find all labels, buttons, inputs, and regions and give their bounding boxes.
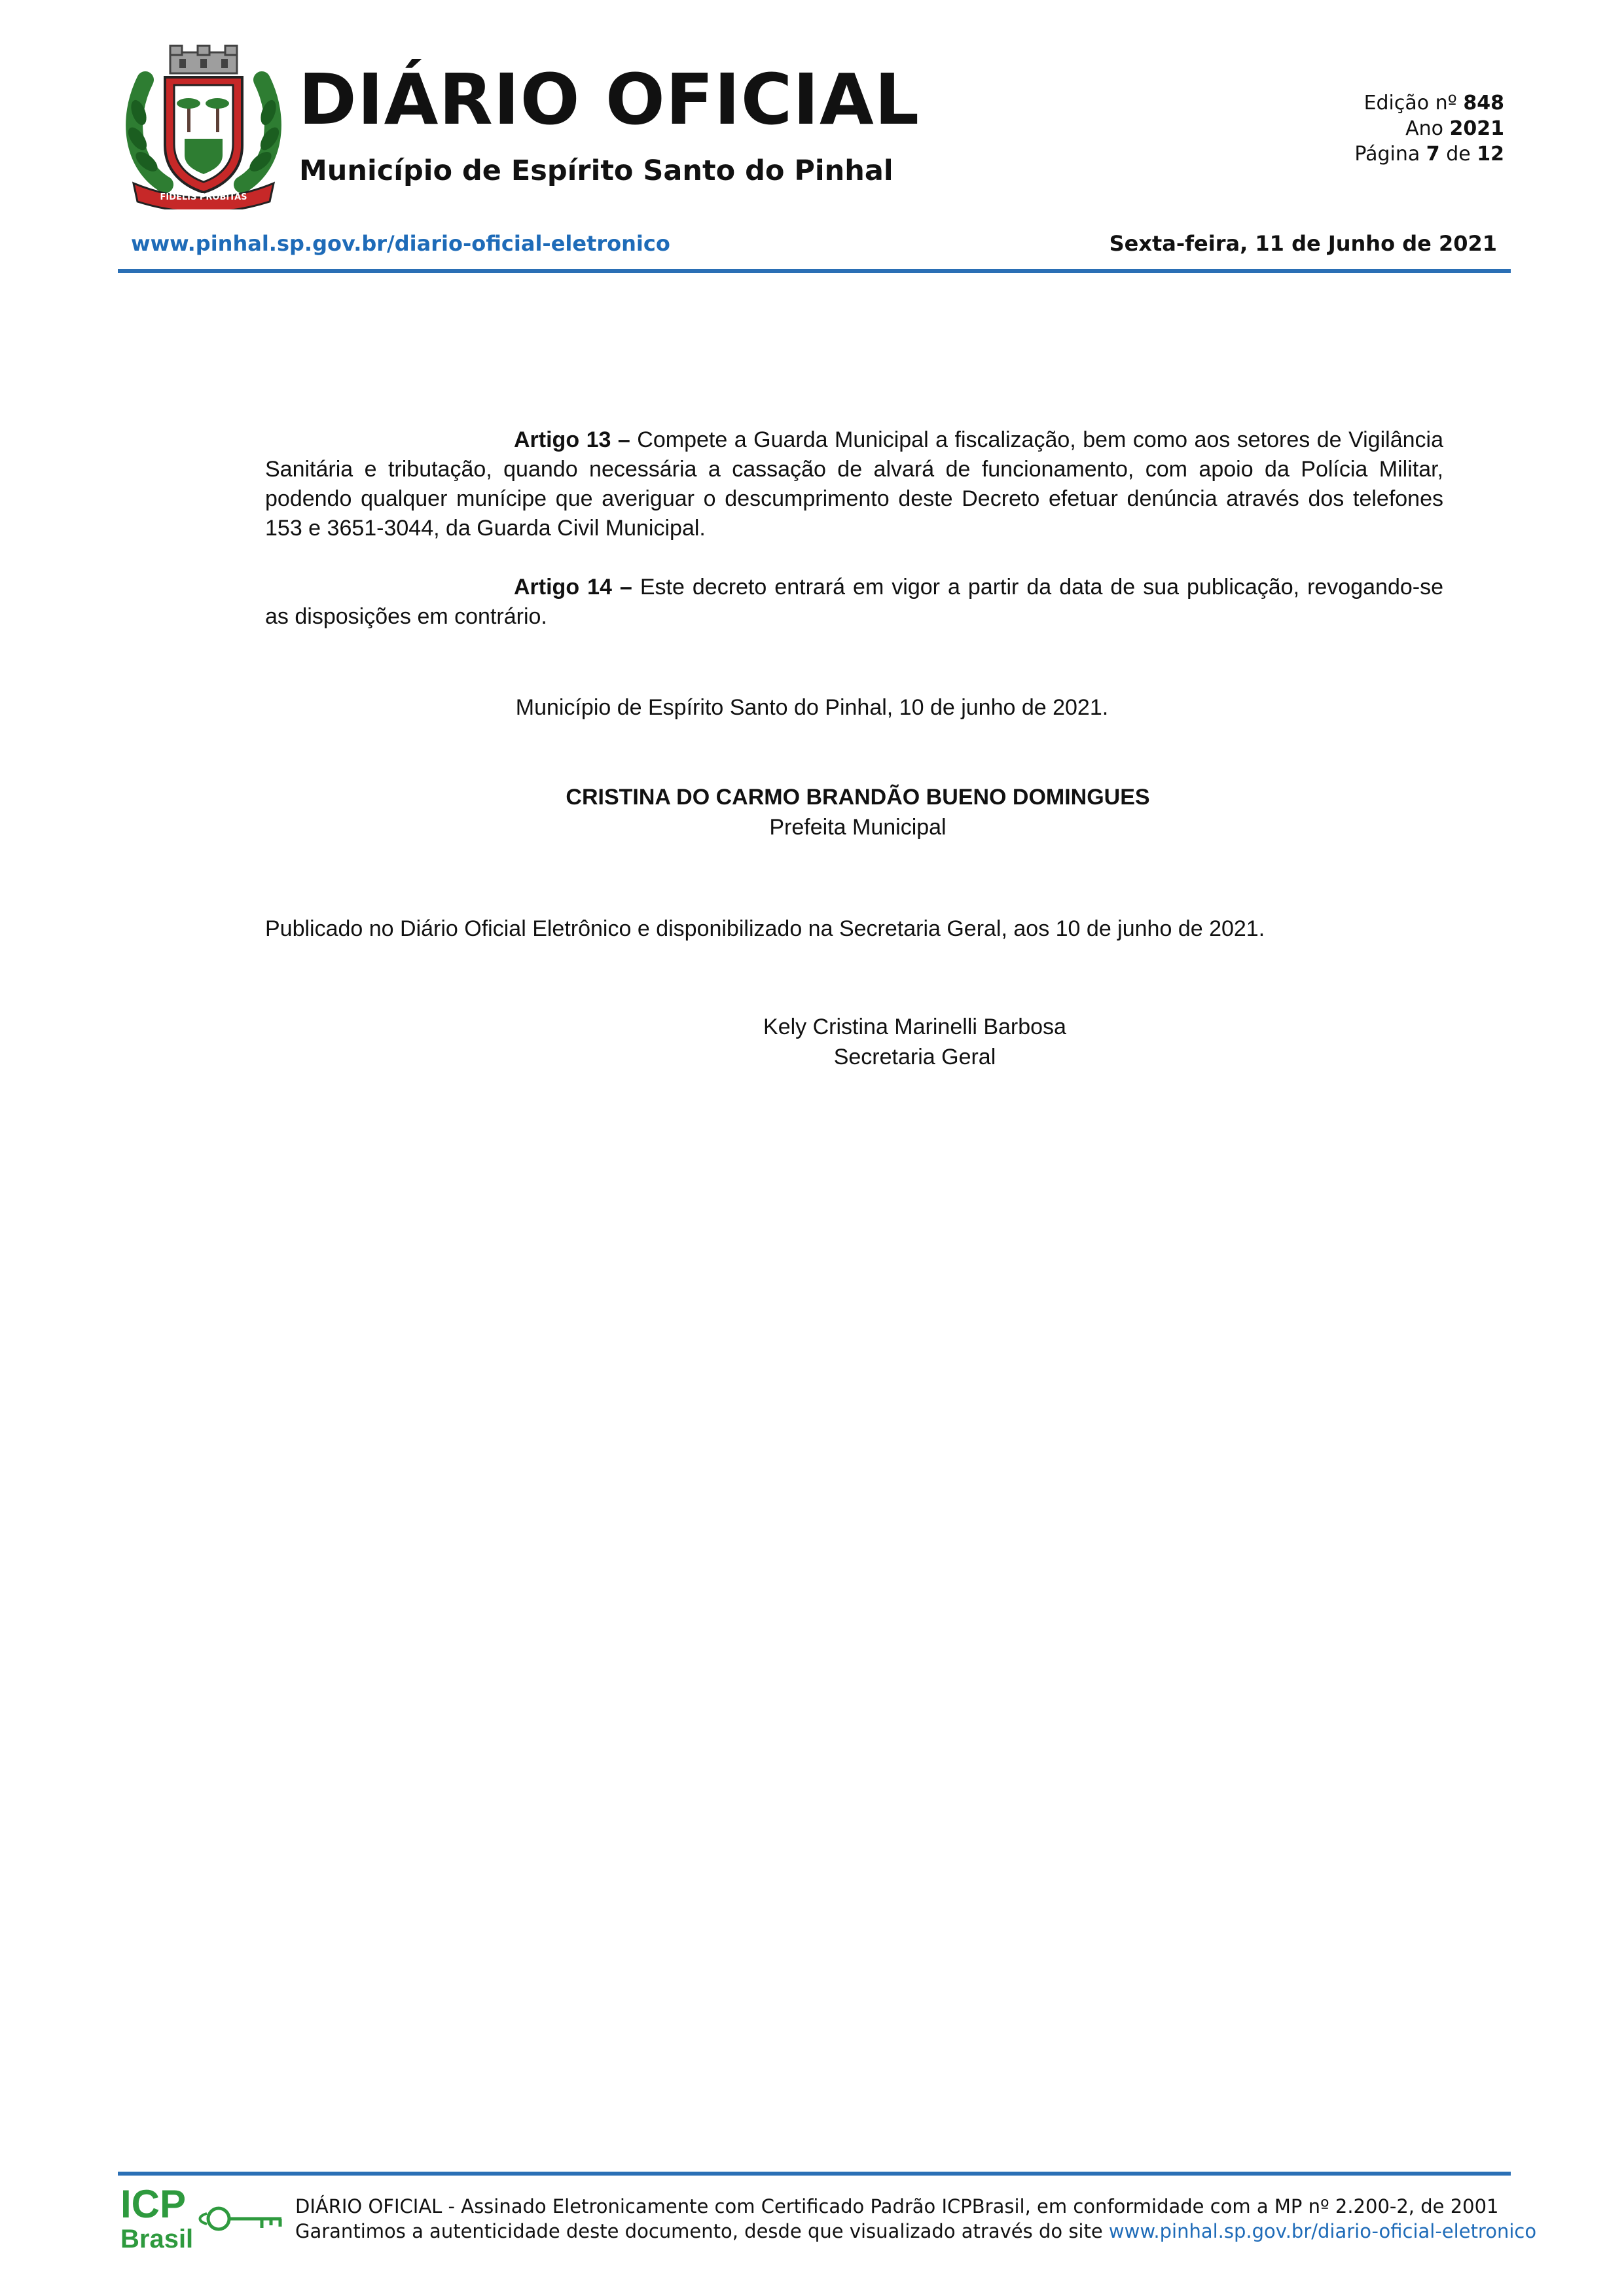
page-line (1354, 141, 1504, 167)
page-current: 7 (1426, 143, 1440, 166)
publication-date: Sexta-feira, 11 de Junho de 2021 (1109, 231, 1497, 256)
footer-authenticity-text: Garantimos a autenticidade deste documento, desde que visualizado através do site (295, 2220, 1109, 2242)
article-13-label: Artigo 13 – (514, 427, 630, 452)
page-title: DIÁRIO OFICIAL (298, 60, 920, 141)
footer-signature-note: DIÁRIO OFICIAL - Assinado Eletronicamente com Certificado Padrão ICPBrasil, em conformidade com a MP nº 2.200-2, de 2001 (295, 2195, 1499, 2217)
signer-role: Prefeita Municipal (769, 815, 947, 840)
crest-motto: FIDELIS PROBITAS (160, 192, 247, 202)
icp-logo-top: ICP (120, 2185, 187, 2226)
footer-divider (118, 2172, 1511, 2176)
signer-name: CRISTINA DO CARMO BRANDÃO BUENO DOMINGUES (566, 785, 1150, 810)
footer-url-link[interactable]: www.pinhal.sp.gov.br/diario-oficial-eletronico (1108, 2220, 1537, 2242)
page-subtitle: Município de Espírito Santo do Pinhal (299, 154, 893, 187)
secretary-name: Kely Cristina Marinelli Barbosa (763, 1014, 1066, 1039)
icp-logo-bottom: Brasil (120, 2225, 194, 2253)
article-13-text: Compete a Guarda Municipal a fiscalização, bem como aos setores de Vigilância Sanitária e tributação, quando necessária a cassação de alvará de funcionamento, com apoio da Polícia Militar, podendo qualquer munícipe que averiguar o descumprimento deste Decreto efetuar denúncia através dos telefones 153 e 3651-3044, da Guarda Civil Municipal. (265, 427, 1443, 541)
article-14-label: Artigo 14 – (514, 575, 632, 600)
footer-authenticity-note (295, 2220, 1536, 2242)
place-and-date: Município de Espírito Santo do Pinhal, 10 de junho de 2021. (515, 695, 1109, 720)
year-label: Ano (1405, 117, 1443, 140)
year-value: 2021 (1449, 117, 1504, 140)
article-14 (265, 573, 1443, 632)
icp-brasil-logo-icon (119, 2185, 289, 2257)
page-total: 12 (1477, 143, 1504, 166)
year-line (1354, 116, 1504, 141)
page-label: Página (1354, 143, 1420, 166)
edition-number: 848 (1463, 92, 1504, 115)
page-of: de (1446, 143, 1471, 166)
header-divider (118, 269, 1511, 273)
edition-line (1354, 90, 1504, 116)
municipal-crest-icon (119, 41, 288, 209)
publication-note: Publicado no Diário Oficial Eletrônico e disponibilizado na Secretaria Geral, aos 10 de junho de 2021. (265, 916, 1265, 941)
secretary-role: Secretaria Geral (833, 1045, 996, 1069)
header-url-link[interactable]: www.pinhal.sp.gov.br/diario-oficial-eletronico (131, 231, 670, 256)
article-14-text: Este decreto entrará em vigor a partir da data de sua publicação, revogando-se as disposições em contrário. (265, 575, 1443, 629)
article-13 (265, 425, 1443, 543)
edition-info (1354, 90, 1504, 167)
edition-label: Edição nº (1363, 92, 1457, 115)
